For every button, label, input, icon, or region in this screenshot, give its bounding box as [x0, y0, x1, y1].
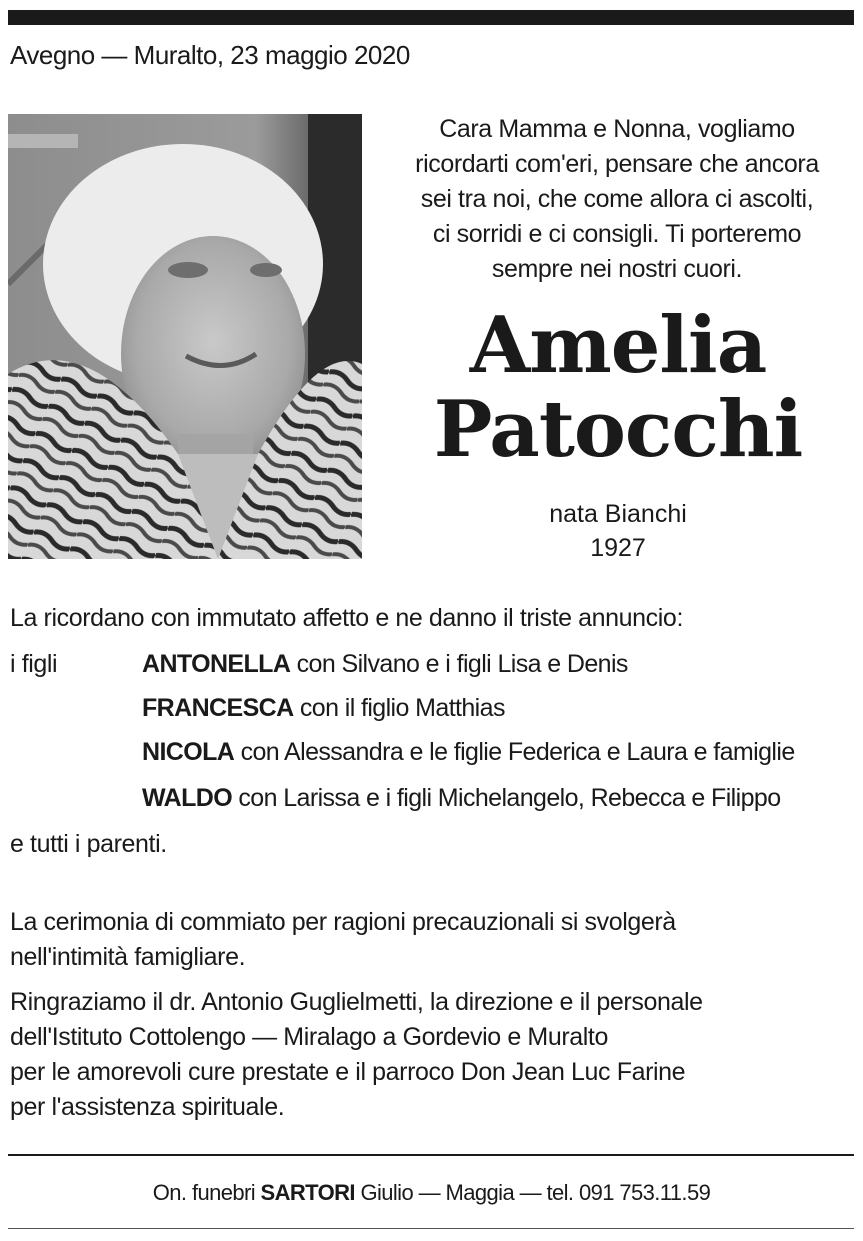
ceremony-line: nell'intimità famigliare.: [10, 943, 246, 971]
child-details: con Alessandra e le figlie Federica e Laura e famiglie: [234, 738, 795, 766]
announcement-intro: La ricordano con immutato affetto e ne danno il triste annuncio:: [10, 604, 683, 632]
child-name: FRANCESCA: [142, 694, 294, 722]
footer-bottom-rule: [8, 1228, 854, 1229]
child-entry: [142, 784, 781, 813]
child-name: NICOLA: [142, 738, 235, 766]
footer-company: SARTORI: [260, 1180, 355, 1205]
children-label: i figli: [10, 650, 58, 678]
thanks-line: Ringraziamo il dr. Antonio Guglielmetti, la direzione e il personale: [10, 988, 703, 1016]
ceremony-notice: [10, 905, 676, 975]
child-entry: [142, 650, 628, 679]
relatives-line: e tutti i parenti.: [10, 830, 167, 858]
child-name: WALDO: [142, 784, 233, 812]
thanks-paragraph: [10, 985, 703, 1125]
dateline: Avegno — Muralto, 23 maggio 2020: [10, 40, 410, 70]
footer-suffix: Giulio — Maggia — tel. 091 753.11.59: [354, 1180, 711, 1205]
dedication-line: ci sorridi e ci consigli. Ti porteremo: [432, 220, 802, 248]
child-details: con Larissa e i figli Michelangelo, Rebecca e Filippo: [232, 784, 781, 812]
thanks-line: dell'Istituto Cottolengo — Miralago a Gordevio e Muralto: [10, 1023, 608, 1051]
portrait-photo: [8, 114, 362, 559]
dedication-line: Cara Mamma e Nonna, vogliamo: [439, 115, 795, 143]
funeral-home-footer: [0, 1180, 863, 1206]
maiden-name: nata Bianchi: [549, 500, 687, 528]
dedication-line: sempre nei nostri cuori.: [491, 255, 743, 283]
child-details: con il figlio Matthias: [293, 694, 505, 722]
footer-top-rule: [8, 1154, 854, 1156]
child-details: con Silvano e i figli Lisa e Denis: [290, 650, 628, 678]
birth-year: 1927: [590, 534, 646, 562]
deceased-last-name: Patocchi: [433, 384, 803, 475]
deceased-first-name: Amelia: [469, 300, 767, 391]
footer-prefix: On. funebri: [152, 1180, 261, 1205]
dedication-line: sei tra noi, che come allora ci ascolti,: [420, 185, 814, 213]
child-entry: [142, 738, 795, 767]
thanks-line: per le amorevoli cure prestate e il parroco Don Jean Luc Farine: [10, 1058, 686, 1086]
thanks-line: per l'assistenza spirituale.: [10, 1093, 285, 1121]
child-name: ANTONELLA: [142, 650, 291, 678]
dedication-line: ricordarti com'eri, pensare che ancora: [415, 150, 819, 178]
child-entry: [142, 694, 505, 723]
ceremony-line: La cerimonia di commiato per ragioni precauzionali si svolgerà: [10, 908, 676, 936]
dedication: [378, 112, 856, 287]
top-rule: [8, 10, 854, 25]
